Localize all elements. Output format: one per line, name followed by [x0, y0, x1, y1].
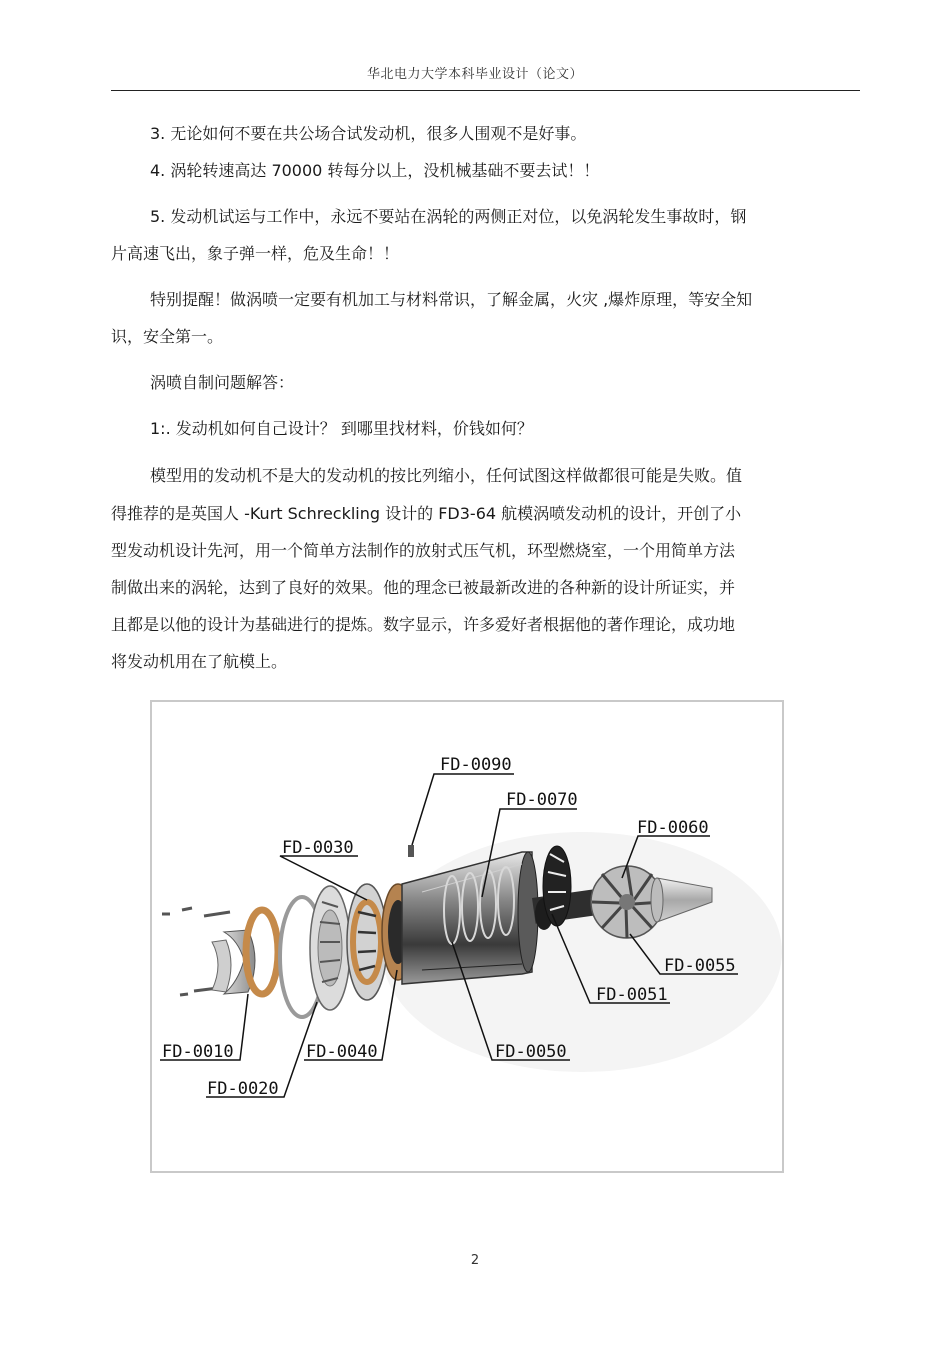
- header-rule: [111, 90, 860, 91]
- label-fd0010: FD-0010: [162, 1042, 234, 1062]
- label-fd0040: FD-0040: [306, 1042, 378, 1062]
- body-line: 1:. 发动机如何自己设计？ 到哪里找材料，价钱如何？: [150, 419, 533, 438]
- page-number: 2: [470, 1253, 480, 1268]
- label-fd0051: FD-0051: [596, 985, 668, 1005]
- engine-casing: [402, 852, 538, 984]
- body-line: 模型用的发动机不是大的发动机的按比列缩小，任何试图这样做都很可能是失败。值: [150, 466, 743, 485]
- body-line: 识，安全第一。: [111, 327, 224, 346]
- body-line: 特别提醒！做涡喷一定要有机加工与材料常识，了解金属，火灾 ,爆炸原理，等安全知: [150, 290, 753, 309]
- label-fd0020: FD-0020: [207, 1079, 279, 1099]
- diffuser-ring: [347, 884, 387, 1000]
- engine-exploded-diagram: [150, 700, 784, 1173]
- body-line: 制做出来的涡轮，达到了良好的效果。他的理念已被最新改进的各种新的设计所证实，并: [111, 578, 736, 597]
- label-fd0055: FD-0055: [664, 956, 736, 976]
- label-fd0070: FD-0070: [506, 790, 578, 810]
- body-line: 涡喷自制问题解答：: [150, 373, 295, 392]
- label-fd0090: FD-0090: [440, 755, 512, 775]
- label-fd0060: FD-0060: [637, 818, 709, 838]
- label-fd0030: FD-0030: [282, 838, 354, 858]
- body-line: 将发动机用在了航模上。: [111, 652, 288, 671]
- body-line: 且都是以他的设计为基础进行的提炼。数字显示，许多爱好者根据他的著作理论，成功地: [111, 615, 736, 634]
- body-line: 4. 涡轮转速高达 70000 转每分以上，没机械基础不要去试！！: [150, 161, 600, 180]
- compressor-wheel: [310, 886, 350, 1010]
- fuel-nozzle-bolt: [408, 845, 414, 857]
- page-header: 华北电力大学本科毕业设计（论文）: [366, 67, 583, 82]
- turbine-disc: [543, 846, 571, 926]
- body-line: 5. 发动机试运与工作中，永远不要站在涡轮的两侧正对位，以免涡轮发生事故时，钢: [150, 207, 747, 226]
- body-line: 得推荐的是英国人 -Kurt Schreckling 设计的 FD3-64 航模涡喷发动机的设计，开创了小: [111, 504, 742, 523]
- label-fd0050: FD-0050: [495, 1042, 567, 1062]
- diagram-canvas: [152, 702, 782, 1171]
- body-line: 片高速飞出，象子弹一样，危及生命！！: [111, 244, 400, 263]
- body-line: 3. 无论如何不要在共公场合试发动机，很多人围观不是好事。: [150, 124, 587, 143]
- body-line: 型发动机设计先河，用一个简单方法制作的放射式压气机，环型燃烧室，一个用简单方法: [111, 541, 736, 560]
